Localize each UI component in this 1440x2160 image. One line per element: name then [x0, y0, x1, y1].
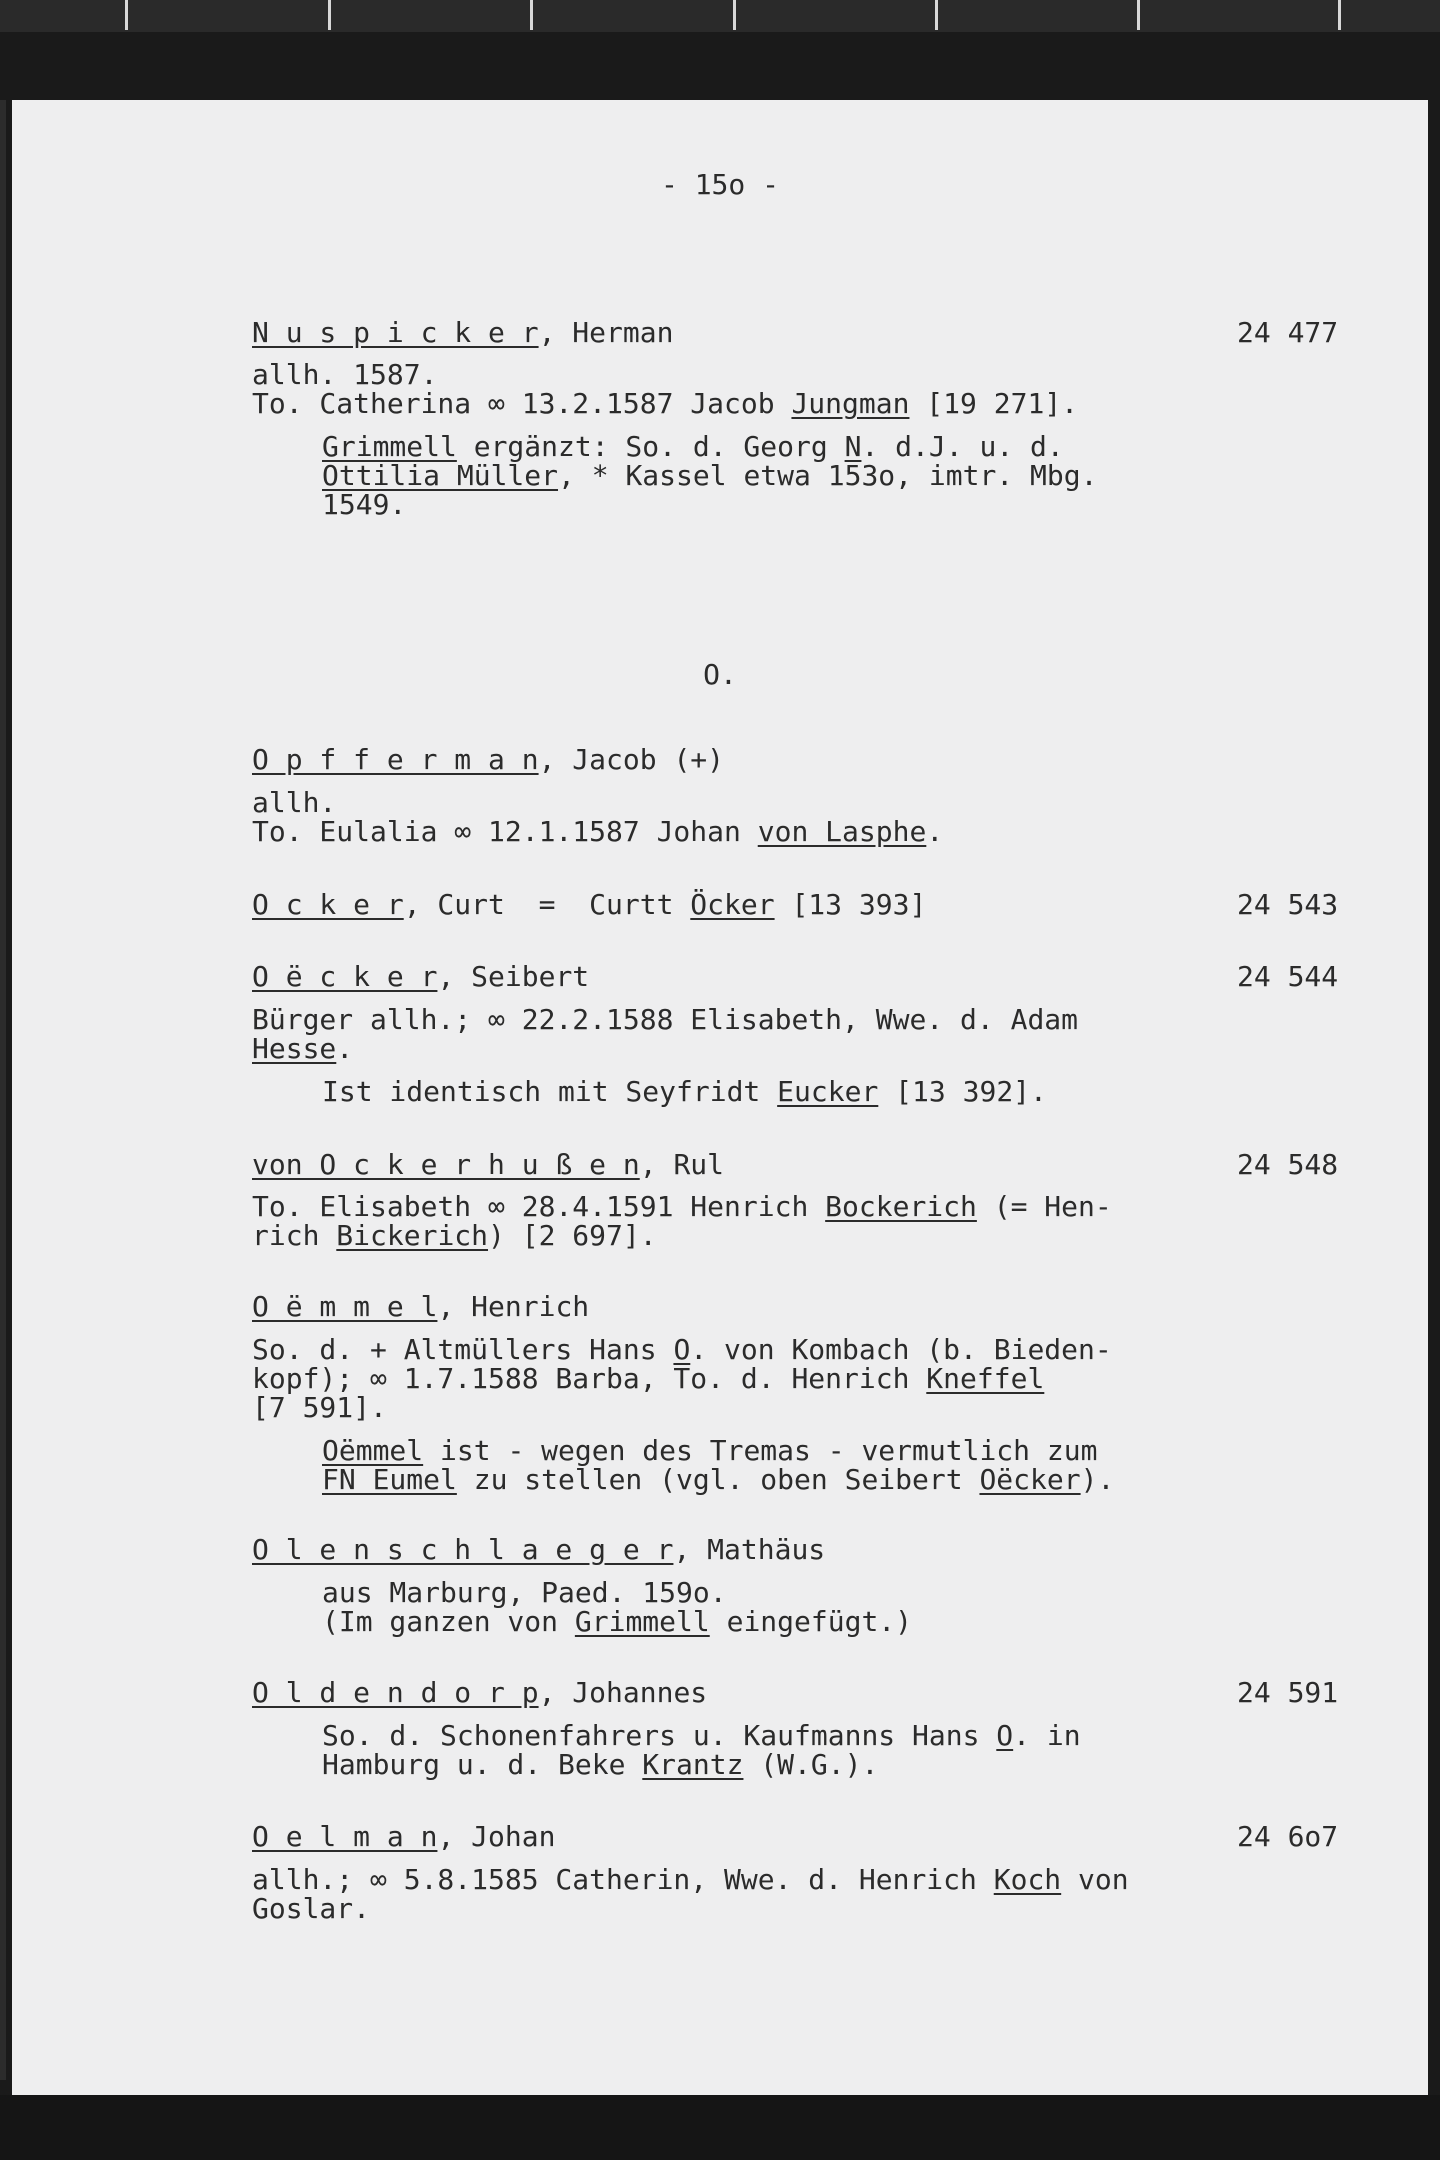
- entry-heading: [252, 1535, 825, 1564]
- surname: O c k e r: [252, 888, 404, 921]
- given-name: , Mathäus: [673, 1533, 826, 1566]
- entry-number: 24 477: [1237, 316, 1339, 349]
- entry-heading: [252, 1822, 555, 1851]
- surname: O p f f e r m a n: [252, 743, 539, 776]
- entry-note: 1549.: [322, 488, 407, 521]
- entry-text: So. d. + Altmüllers Hans O. von Kombach (b. Bieden-: [252, 1333, 1112, 1366]
- entry-text: rich Bickerich) [2 697].: [252, 1219, 657, 1252]
- entry-note: So. d. Schonenfahrers u. Kaufmanns Hans O. in: [322, 1719, 1081, 1752]
- entry-number: 24 548: [1237, 1148, 1339, 1181]
- entry-note: aus Marburg, Paed. 159o.: [322, 1576, 727, 1609]
- frame-tick: [733, 0, 736, 30]
- given-name: , Johannes: [538, 1676, 708, 1709]
- entry-text: allh. 1587.: [252, 358, 438, 391]
- surname: O l d e n d o r p: [252, 1676, 539, 1709]
- entry-heading: [252, 1150, 724, 1179]
- surname: O l e n s c h l a e g e r: [252, 1533, 674, 1566]
- entry-heading: [252, 745, 724, 774]
- given-name: , Seibert: [437, 960, 590, 993]
- entry-text: To. Catherina ∞ 13.2.1587 Jacob Jungman [19 271].: [252, 387, 1079, 420]
- document-page: [12, 100, 1428, 2095]
- entry-text: allh.; ∞ 5.8.1585 Catherin, Wwe. d. Henrich Koch von: [252, 1863, 1129, 1896]
- given-name: , Rul: [639, 1148, 725, 1181]
- entry-text: [7 591].: [252, 1391, 387, 1424]
- entry-text: To. Elisabeth ∞ 28.4.1591 Henrich Bockerich (= Hen-: [252, 1190, 1112, 1223]
- entry-note: Oëmmel ist - wegen des Tremas - vermutlich zum: [322, 1434, 1098, 1467]
- entry-number: 24 544: [1237, 960, 1339, 993]
- film-strip-top: [0, 0, 1440, 32]
- entry-note: Hamburg u. d. Beke Krantz (W.G.).: [322, 1748, 879, 1781]
- surname: N u s p i c k e r: [252, 316, 539, 349]
- surname: O ë c k e r: [252, 960, 438, 993]
- entry-text: Hesse.: [252, 1032, 354, 1065]
- given-name: , Jacob (+): [538, 743, 725, 776]
- frame-tick: [1338, 0, 1341, 30]
- entry-number: 24 543: [1237, 888, 1339, 921]
- film-strip-bottom: [0, 2095, 1440, 2160]
- entry-text: Bürger allh.; ∞ 22.2.1588 Elisabeth, Wwe. d. Adam: [252, 1003, 1079, 1036]
- entry-heading: [252, 1678, 707, 1707]
- entry-heading: [252, 962, 589, 991]
- entry-text: kopf); ∞ 1.7.1588 Barba, To. d. Henrich Kneffel: [252, 1362, 1045, 1395]
- entry-heading: [252, 1292, 589, 1321]
- entry-number: 24 591: [1237, 1676, 1339, 1709]
- entry-note: Ottilia Müller, * Kassel etwa 153o, imtr. Mbg.: [322, 459, 1098, 492]
- frame-tick: [1137, 0, 1140, 30]
- entry-heading: O c k e r, Curt = Curtt Öcker [13 393]: [252, 888, 927, 921]
- frame-tick: [530, 0, 533, 30]
- entry-text: Goslar.: [252, 1892, 371, 1925]
- entry-text: allh.: [252, 786, 337, 819]
- given-name: , Henrich: [437, 1290, 590, 1323]
- entry-note: Grimmell ergänzt: So. d. Georg N. d.J. u. d.: [322, 430, 1064, 463]
- entry-heading: [252, 318, 673, 347]
- section-letter: O.: [703, 658, 737, 691]
- frame-tick: [935, 0, 938, 30]
- given-name: , Johan: [437, 1820, 556, 1853]
- scan-left-edge: [0, 100, 6, 2080]
- frame-tick: [125, 0, 128, 30]
- entry-note: Ist identisch mit Seyfridt Eucker [13 392].: [322, 1075, 1047, 1108]
- surname: O e l m a n: [252, 1820, 438, 1853]
- entry-note: FN Eumel zu stellen (vgl. oben Seibert Oëcker).: [322, 1463, 1115, 1496]
- frame-tick: [328, 0, 331, 30]
- entry-text: To. Eulalia ∞ 12.1.1587 Johan von Lasphe.: [252, 815, 944, 848]
- surname: O ë m m e l: [252, 1290, 438, 1323]
- given-name: , Herman: [538, 316, 674, 349]
- page-number: - 15o -: [660, 168, 779, 201]
- surname: von O c k e r h u ß e n: [252, 1148, 640, 1181]
- entry-number: 24 6o7: [1237, 1820, 1339, 1853]
- entry-note: (Im ganzen von Grimmell eingefügt.): [322, 1605, 913, 1638]
